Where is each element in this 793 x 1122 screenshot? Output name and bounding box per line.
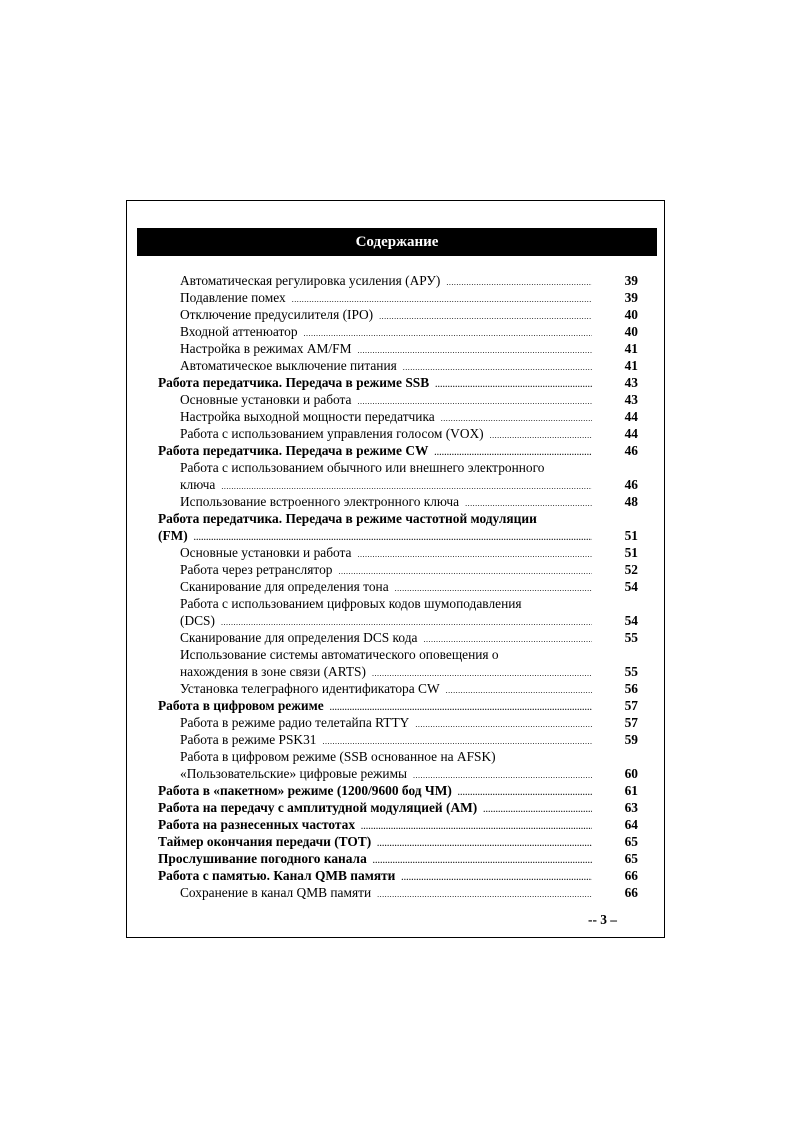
dot-leader	[377, 891, 592, 899]
toc-entry-page: 55	[624, 630, 638, 645]
toc-entry-title: Работа передатчика. Передача в режиме частотной модуляции	[158, 511, 537, 526]
toc-entry-page: 44	[624, 409, 638, 424]
toc-entry	[158, 714, 638, 731]
toc-entry-title: Работа с использованием обычного или внешнего электронного	[180, 460, 545, 475]
toc-entry-page: 40	[624, 324, 638, 339]
toc-entry-title: Работа в режиме PSK31	[180, 732, 317, 747]
toc-entry-page: 65	[624, 834, 638, 849]
page-number: -- 3 –	[588, 912, 618, 927]
dot-leader	[221, 619, 592, 627]
toc-entry-title: «Пользовательские» цифровые режимы	[180, 766, 408, 781]
toc-entry	[158, 765, 638, 782]
toc-entry-page: 57	[624, 715, 638, 730]
toc-entry-page: 41	[624, 341, 638, 356]
dot-leader	[304, 330, 592, 338]
toc-entry-title: Настройка в режимах AM/FM	[180, 341, 352, 356]
dot-leader	[423, 636, 592, 644]
toc-entry	[158, 459, 638, 476]
toc-entry	[158, 578, 638, 595]
toc-entry	[158, 561, 638, 578]
dot-leader	[372, 670, 592, 678]
toc-entry-title: Использование системы автоматического оповещения о	[180, 647, 499, 662]
toc-entry	[158, 833, 638, 850]
toc-entry-page: 46	[624, 443, 638, 458]
toc-entry	[158, 272, 638, 289]
toc-entry-page: 60	[624, 766, 638, 781]
dot-leader	[435, 381, 592, 389]
toc-entry-title: Работа передатчика. Передача в режиме SSB	[158, 375, 430, 390]
toc-entry-page: 52	[624, 562, 638, 577]
toc-entry	[158, 884, 638, 901]
dot-leader	[490, 432, 592, 440]
dot-leader	[395, 585, 592, 593]
dot-leader	[415, 721, 592, 729]
toc-entry-page: 61	[624, 783, 638, 798]
toc-entry	[158, 816, 638, 833]
dot-leader	[358, 551, 593, 559]
toc-entry-title: Настройка выходной мощности передатчика	[180, 409, 435, 424]
toc-entry-page: 54	[624, 579, 638, 594]
dot-leader	[379, 313, 592, 321]
toc-entry-title: нахождения в зоне связи (ARTS)	[180, 664, 366, 679]
toc-entry-page: 40	[624, 307, 638, 322]
toc-entry	[158, 646, 638, 663]
toc-entry-title: Сохранение в канал QMB памяти	[180, 885, 372, 900]
toc-entry-title: Работа через ретранслятор	[180, 562, 333, 577]
dot-leader	[413, 772, 592, 780]
toc-entry	[158, 663, 638, 680]
dot-leader	[401, 874, 592, 882]
toc-entry-page: 59	[624, 732, 638, 747]
toc-entry-title: (FM)	[158, 528, 188, 543]
dot-leader	[434, 449, 592, 457]
page-title: Содержание	[137, 228, 657, 256]
toc-entry-page: 66	[624, 868, 638, 883]
toc-entry	[158, 391, 638, 408]
toc-entry	[158, 612, 638, 629]
toc-entry	[158, 595, 638, 612]
toc-entry	[158, 408, 638, 425]
toc-entry-page: 44	[624, 426, 638, 441]
toc-entry-page: 39	[624, 273, 638, 288]
toc-entry	[158, 323, 638, 340]
toc-entry-title: Работа на разнесенных частотах	[158, 817, 356, 832]
toc-entry-title: Прослушивание погодного канала	[158, 851, 367, 866]
toc-entry	[158, 748, 638, 765]
dot-leader	[330, 704, 592, 712]
toc-entry-title: Работа в режиме радио телетайпа RTTY	[180, 715, 410, 730]
toc-entry-title: Установка телеграфного идентификатора CW	[180, 681, 440, 696]
toc-entry-title: Работа с использованием цифровых кодов шумоподавления	[180, 596, 522, 611]
toc-entry	[158, 510, 638, 527]
toc-entry	[158, 493, 638, 510]
toc-entry-page: 51	[624, 545, 638, 560]
dot-leader	[357, 347, 592, 355]
toc-entry-title: (DCS)	[180, 613, 215, 628]
toc-entry-title: Сканирование для определения DCS кода	[180, 630, 418, 645]
toc-entry-page: 43	[624, 392, 638, 407]
dot-leader	[441, 415, 592, 423]
toc-entry	[158, 629, 638, 646]
dot-leader	[358, 398, 593, 406]
toc-entry-title: Таймер окончания передачи (TOT)	[158, 834, 372, 849]
toc-entry-page: 56	[624, 681, 638, 696]
toc-entry-title: Отключение предусилителя (IPO)	[180, 307, 374, 322]
toc-entry	[158, 731, 638, 748]
dot-leader	[446, 279, 592, 287]
toc-entry-title: Использование встроенного электронного ключа	[180, 494, 460, 509]
toc-entry-page: 54	[624, 613, 638, 628]
toc-entry-page: 41	[624, 358, 638, 373]
toc-entry	[158, 289, 638, 306]
toc-entry-title: Работа с использованием управления голосом (VOX)	[180, 426, 484, 441]
dot-leader	[194, 534, 592, 542]
toc-entry-title: Работа передатчика. Передача в режиме CW	[158, 443, 429, 458]
toc-entry-page: 66	[624, 885, 638, 900]
toc-entry-title: Работа с памятью. Канал QMB памяти	[158, 868, 396, 883]
toc-entry-title: Основные установки и работа	[180, 392, 352, 407]
dot-leader	[338, 568, 592, 576]
toc-entry-title: Подавление помех	[180, 290, 286, 305]
dot-leader	[361, 823, 592, 831]
toc-entry-page: 43	[624, 375, 638, 390]
toc-entry-title: Входной аттенюатор	[180, 324, 298, 339]
dot-leader	[458, 789, 592, 797]
toc-entry	[158, 680, 638, 697]
toc-entry-page: 64	[624, 817, 638, 832]
toc-entry	[158, 476, 638, 493]
toc-entry-title: Основные установки и работа	[180, 545, 352, 560]
dot-leader	[377, 840, 592, 848]
dot-leader	[465, 500, 592, 508]
toc-entry	[158, 527, 638, 544]
toc-entry-page: 55	[624, 664, 638, 679]
dot-leader	[322, 738, 592, 746]
toc-entry-title: Работа в цифровом режиме	[158, 698, 324, 713]
table-of-contents	[158, 272, 638, 901]
toc-entry	[158, 340, 638, 357]
toc-entry-page: 65	[624, 851, 638, 866]
toc-entry	[158, 867, 638, 884]
dot-leader	[483, 806, 592, 814]
toc-entry-page: 63	[624, 800, 638, 815]
toc-entry-page: 57	[624, 698, 638, 713]
dot-leader	[403, 364, 592, 372]
toc-entry	[158, 782, 638, 799]
toc-entry-title: Сканирование для определения тона	[180, 579, 389, 594]
dot-leader	[446, 687, 592, 695]
toc-entry-title: Работа в «пакетном» режиме (1200/9600 бод ЧМ)	[158, 783, 452, 798]
toc-entry	[158, 357, 638, 374]
dot-leader	[292, 296, 592, 304]
toc-entry-title: Работа в цифровом режиме (SSB основанное на AFSK)	[180, 749, 496, 764]
dot-leader	[373, 857, 592, 865]
toc-entry	[158, 850, 638, 867]
toc-entry-page: 46	[624, 477, 638, 492]
toc-entry	[158, 374, 638, 391]
toc-entry-title: Автоматическое выключение питания	[180, 358, 397, 373]
toc-entry	[158, 425, 638, 442]
toc-entry-page: 48	[624, 494, 638, 509]
toc-entry-page: 51	[624, 528, 638, 543]
dot-leader	[221, 483, 592, 491]
toc-entry	[158, 442, 638, 459]
toc-entry-title: ключа	[180, 477, 216, 492]
toc-entry-page: 39	[624, 290, 638, 305]
toc-entry	[158, 306, 638, 323]
toc-entry	[158, 544, 638, 561]
toc-entry	[158, 799, 638, 816]
toc-entry-title: Работа на передачу с амплитудной модуляцией (AM)	[158, 800, 478, 815]
toc-entry	[158, 697, 638, 714]
toc-entry-title: Автоматическая регулировка усиления (АРУ)	[180, 273, 441, 288]
